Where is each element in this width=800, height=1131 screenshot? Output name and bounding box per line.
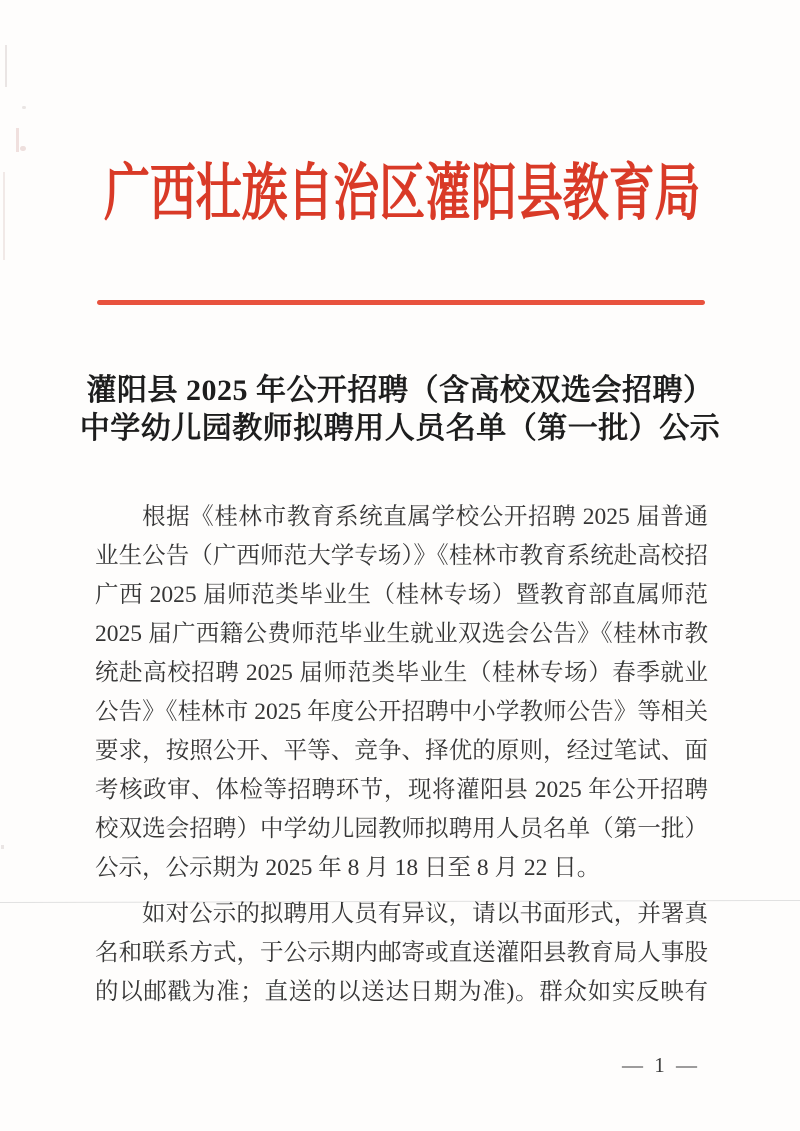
body-line: 名和联系方式，于公示期内邮寄或直送灌阳县教育局人事股: [95, 940, 708, 966]
body-line: 要求，按照公开、平等、竞争、择优的原则，经过笔试、面: [95, 738, 708, 764]
scan-smudge: [16, 128, 19, 152]
body-line: 公告》《桂林市 2025 年度公开招聘中小学教师公告》等相关: [95, 699, 708, 725]
body-line: 的以邮戳为准；直送的以送达日期为准)。群众如实反映有: [95, 979, 708, 1005]
document-title: [0, 372, 800, 448]
document-body: [95, 498, 708, 1012]
body-line: 广西 2025 届师范类毕业生（桂林专场）暨教育部直属师范: [95, 582, 708, 608]
body-line: 根据《桂林市教育系统直属学校公开招聘 2025 届普通: [142, 504, 708, 530]
body-line: 统赴高校招聘 2025 届师范类毕业生（桂林专场）春季就业: [95, 660, 708, 686]
paragraph-1: [95, 498, 708, 888]
red-divider-rule: [97, 300, 705, 305]
document-title-line-2: 中学幼儿园教师拟聘用人员名单（第一批）公示: [79, 412, 721, 445]
scan-smudge: [1, 845, 4, 849]
page-number: — 1 —: [622, 1053, 700, 1077]
body-line: 公示，公示期为 2025 年 8 月 18 日至 8 月 22 日。: [95, 855, 601, 881]
document-title-line-1: 灌阳县 2025 年公开招聘（含高校双选会招聘）: [86, 374, 714, 407]
scan-smudge: [20, 146, 26, 151]
org-letterhead-title: 广西壮族自治区灌阳县教育局: [104, 160, 701, 228]
body-line: 2025 届广西籍公费师范毕业生就业双选会公告》《桂林市教: [95, 621, 708, 647]
scan-smudge: [22, 106, 26, 109]
body-line: 如对公示的拟聘用人员有异议，请以书面形式，并署真: [142, 901, 708, 927]
body-line: 考核政审、体检等招聘环节，现将灌阳县 2025 年公开招聘: [95, 777, 708, 803]
paragraph-2: [95, 895, 708, 1012]
body-line: 业生公告（广西师范大学专场）》《桂林市教育系统赴高校招: [95, 543, 708, 569]
body-line: 校双选会招聘）中学幼儿园教师拟聘用人员名单（第一批）: [95, 816, 708, 842]
scan-smudge: [3, 172, 5, 260]
scan-smudge: [5, 45, 7, 87]
